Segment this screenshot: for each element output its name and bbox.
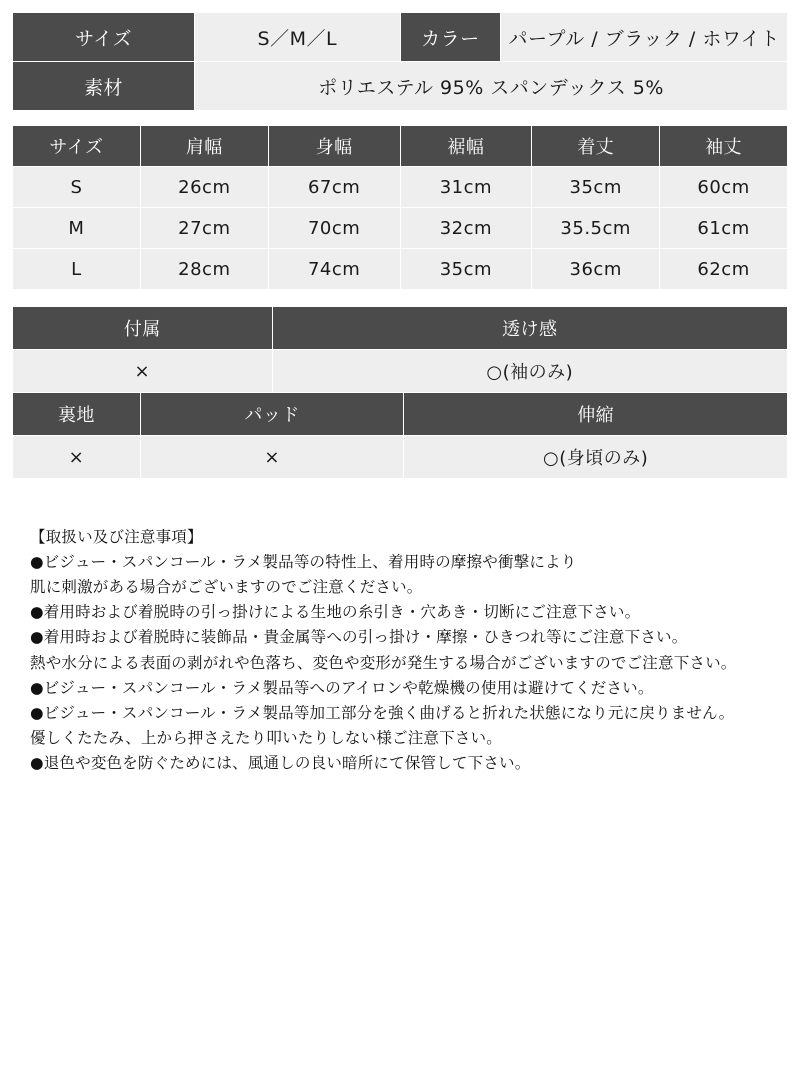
size-cell: 27cm <box>140 208 268 249</box>
spec-label-size: サイズ <box>13 13 195 62</box>
size-cell: 35cm <box>400 249 532 290</box>
notes-line: ●着用時および着脱時に装飾品・貴金属等への引っ掛け・摩擦・ひきつれ等にご注意下さい。 <box>30 628 688 647</box>
size-measurement-table <box>12 125 788 290</box>
attr-header-sheerness: 透け感 <box>272 307 787 350</box>
spec-label-material: 素材 <box>13 62 195 111</box>
size-cell: 67cm <box>268 167 400 208</box>
size-cell: 28cm <box>140 249 268 290</box>
care-notes <box>12 525 788 776</box>
attribute-table <box>12 306 788 479</box>
size-cell: 36cm <box>532 249 660 290</box>
size-cell: 26cm <box>140 167 268 208</box>
table-header-row <box>13 307 788 350</box>
table-header-row <box>13 126 788 167</box>
attr-header-accessory: 付属 <box>13 307 273 350</box>
table-row <box>13 249 788 290</box>
size-cell: 61cm <box>660 208 788 249</box>
size-cell: M <box>13 208 141 249</box>
notes-line: ●ビジュー・スパンコール・ラメ製品等の特性上、着用時の摩擦や衝撃により <box>30 553 577 572</box>
size-cell: 74cm <box>268 249 400 290</box>
table-row <box>13 208 788 249</box>
attr-value-lining: × <box>13 436 141 479</box>
attr-header-stretch: 伸縮 <box>404 393 788 436</box>
attr-value-accessory: × <box>13 350 273 393</box>
size-cell: 62cm <box>660 249 788 290</box>
attr-header-lining: 裏地 <box>13 393 141 436</box>
attr-header-pad: パッド <box>140 393 404 436</box>
size-cell: 35.5cm <box>532 208 660 249</box>
size-cell: 60cm <box>660 167 788 208</box>
size-col-header: サイズ <box>13 126 141 167</box>
notes-line: 熱や水分による表面の剥がれや色落ち、変色や変形が発生する場合がございますのでご注意下さい。 <box>30 653 737 672</box>
attr-value-pad: × <box>140 436 404 479</box>
table-row <box>13 62 788 111</box>
table-header-row <box>13 393 788 436</box>
table-row <box>13 167 788 208</box>
notes-line: ●退色や変色を防ぐためには、風通しの良い暗所にて保管して下さい。 <box>30 753 531 772</box>
notes-line: ●着用時および着脱時の引っ掛けによる生地の糸引き・穴あき・切断にご注意下さい。 <box>30 603 641 622</box>
attr-value-stretch: ○(身頃のみ) <box>404 436 788 479</box>
size-cell: 31cm <box>400 167 532 208</box>
table-row <box>13 13 788 62</box>
spec-value-color: パープル / ブラック / ホワイト <box>501 13 788 62</box>
notes-line: 肌に刺激がある場合がございますのでご注意ください。 <box>30 578 423 597</box>
spec-value-material: ポリエステル 95% スパンデックス 5% <box>195 62 788 111</box>
size-cell: 32cm <box>400 208 532 249</box>
size-col-header: 袖丈 <box>660 126 788 167</box>
size-cell: 70cm <box>268 208 400 249</box>
attr-value-sheerness: ○(袖のみ) <box>272 350 787 393</box>
notes-line: 優しくたたみ、上から押さえたり叩いたりしない様ご注意下さい。 <box>30 728 502 747</box>
size-cell: L <box>13 249 141 290</box>
size-col-header: 着丈 <box>532 126 660 167</box>
size-col-header: 身幅 <box>268 126 400 167</box>
spec-label-color: カラー <box>400 13 501 62</box>
spec-value-size: S／M／L <box>195 13 400 62</box>
size-col-header: 裾幅 <box>400 126 532 167</box>
table-row <box>13 436 788 479</box>
table-row <box>13 350 788 393</box>
size-cell: S <box>13 167 141 208</box>
notes-line: ●ビジュー・スパンコール・ラメ製品等加工部分を強く曲げると折れた状態になり元に戻りません。 <box>30 703 735 722</box>
size-col-header: 肩幅 <box>140 126 268 167</box>
notes-line: ●ビジュー・スパンコール・ラメ製品等へのアイロンや乾燥機の使用は避けてください。 <box>30 678 654 697</box>
spec-summary-table <box>12 12 788 111</box>
notes-title: 【取扱い及び注意事項】 <box>30 528 203 546</box>
size-cell: 35cm <box>532 167 660 208</box>
